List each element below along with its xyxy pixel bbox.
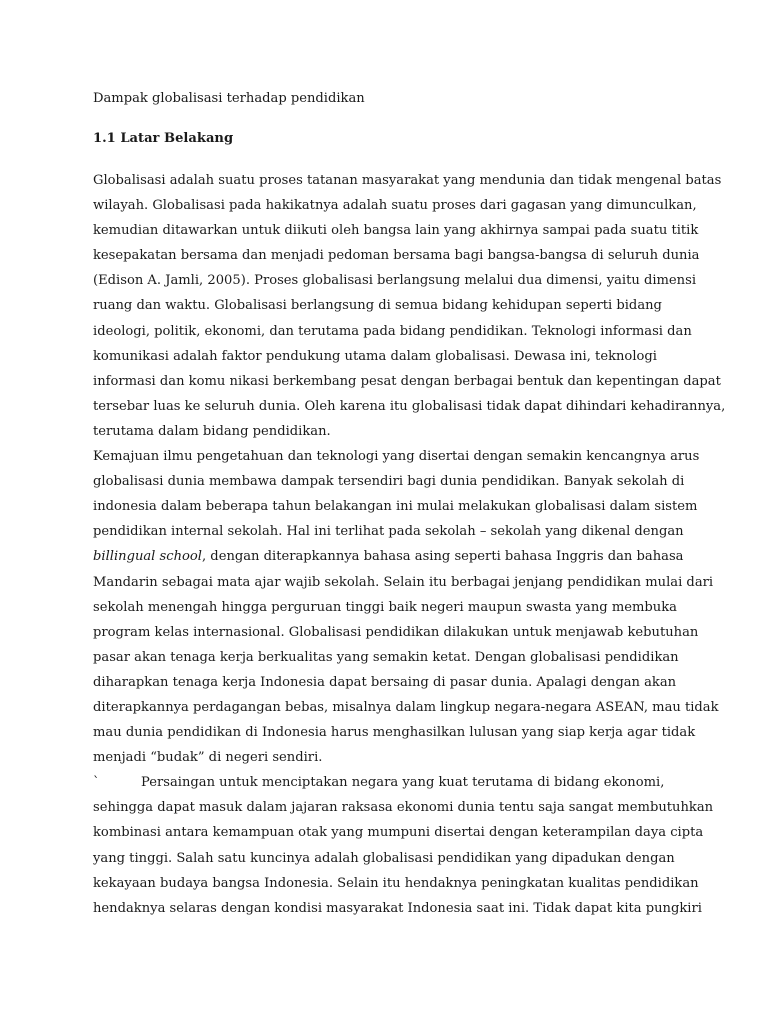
text-line: terutama dalam bidang pendidikan. [93,423,331,439]
text-line: pasar akan tenaga kerja berkualitas yang semakin ketat. Dengan globalisasi pendidikan [93,649,679,665]
text-line: hendaknya selaras dengan kondisi masyarakat Indonesia saat ini. Tidak dapat kita pungkiri [93,900,702,916]
text-line-mixed [93,544,683,569]
text-line: (Edison A. Jamli, 2005). Proses globalisasi berlangsung melalui dua dimensi, yaitu dimensi [93,273,697,289]
text-line: globalisasi dunia membawa dampak tersendiri bagi dunia pendidikan. Banyak sekolah di [93,474,685,490]
section-heading: 1.1 Latar Belakang [93,131,234,146]
text-line: informasi dan komu nikasi berkembang pesat dengan berbagai bentuk dan kepentingan dapat [93,373,721,389]
text-line: indonesia dalam beberapa tahun belakangan ini mulai melakukan globalisasi dalam sistem [93,499,698,515]
text-line: kekayaan budaya bangsa Indonesia. Selain itu hendaknya peningkatan kualitas pendidikan [93,875,699,891]
text-line: wilayah. Globalisasi pada hakikatnya adalah suatu proses dari gagasan yang dimunculkan, [93,198,697,214]
text-line: sekolah menengah hingga perguruan tinggi baik negeri maupun swasta yang membuka [93,599,677,615]
text-fragment: , dengan diterapkannya bahasa asing seperti bahasa Inggris dan bahasa [201,549,684,565]
text-line: yang tinggi. Salah satu kuncinya adalah globalisasi pendidikan yang dipadukan dengan [93,850,675,866]
text-fragment: Persaingan untuk menciptakan negara yang kuat terutama di bidang ekonomi, [141,775,665,791]
text-line: Mandarin sebagai mata ajar wajib sekolah. Selain itu berbagai jenjang pendidikan mulai dari [93,574,714,590]
text-line: sehingga dapat masuk dalam jajaran raksasa ekonomi dunia tentu saja sangat membutuhkan [93,800,714,816]
document-content [93,86,726,921]
italic-term: billingual school [93,549,202,565]
text-line: pendidikan internal sekolah. Hal ini terlihat pada sekolah – sekolah yang dikenal dengan [93,524,684,540]
text-line: diharapkan tenaga kerja Indonesia dapat bersaing di pasar dunia. Apalagi dengan akan [93,674,677,690]
text-line: komunikasi adalah faktor pendukung utama dalam globalisasi. Dewasa ini, teknologi [93,348,657,364]
text-line: diterapkannya perdagangan bebas, misalnya dalam lingkup negara-negara ASEAN, mau tidak [93,699,719,715]
text-line: ruang dan waktu. Globalisasi berlangsung di semua bidang kehidupan seperti bidang [93,298,662,314]
text-line: menjadi “budak” di negeri sendiri. [93,750,323,766]
document-body [93,168,726,921]
text-line-indented [93,770,683,795]
text-line: ideologi, politik, ekonomi, dan terutama pada bidang pendidikan. Teknologi informasi dan [93,323,692,339]
document-title: Dampak globalisasi terhadap pendidikan [93,91,365,106]
text-line: tersebar luas ke seluruh dunia. Oleh karena itu globalisasi tidak dapat dihindari kehadirannya, [93,398,726,414]
text-line: mau dunia pendidikan di Indonesia harus menghasilkan lulusan yang siap kerja agar tidak [93,725,696,741]
text-line: program kelas internasional. Globalisasi pendidikan dilakukan untuk menjawab kebutuhan [93,624,699,640]
text-line: kemudian ditawarkan untuk diikuti oleh bangsa lain yang akhirnya sampai pada suatu titik [93,223,699,239]
paragraph-marker: ` [93,775,100,791]
text-line: kesepakatan bersama dan menjadi pedoman bersama bagi bangsa-bangsa di seluruh dunia [93,248,700,264]
text-line: Globalisasi adalah suatu proses tatanan masyarakat yang mendunia dan tidak mengenal batas [93,173,722,188]
text-line: Kemajuan ilmu pengetahuan dan teknologi yang disertai dengan semakin kencangnya arus [93,449,700,465]
text-line: kombinasi antara kemampuan otak yang mumpuni disertai dengan keterampilan daya cipta [93,825,704,841]
